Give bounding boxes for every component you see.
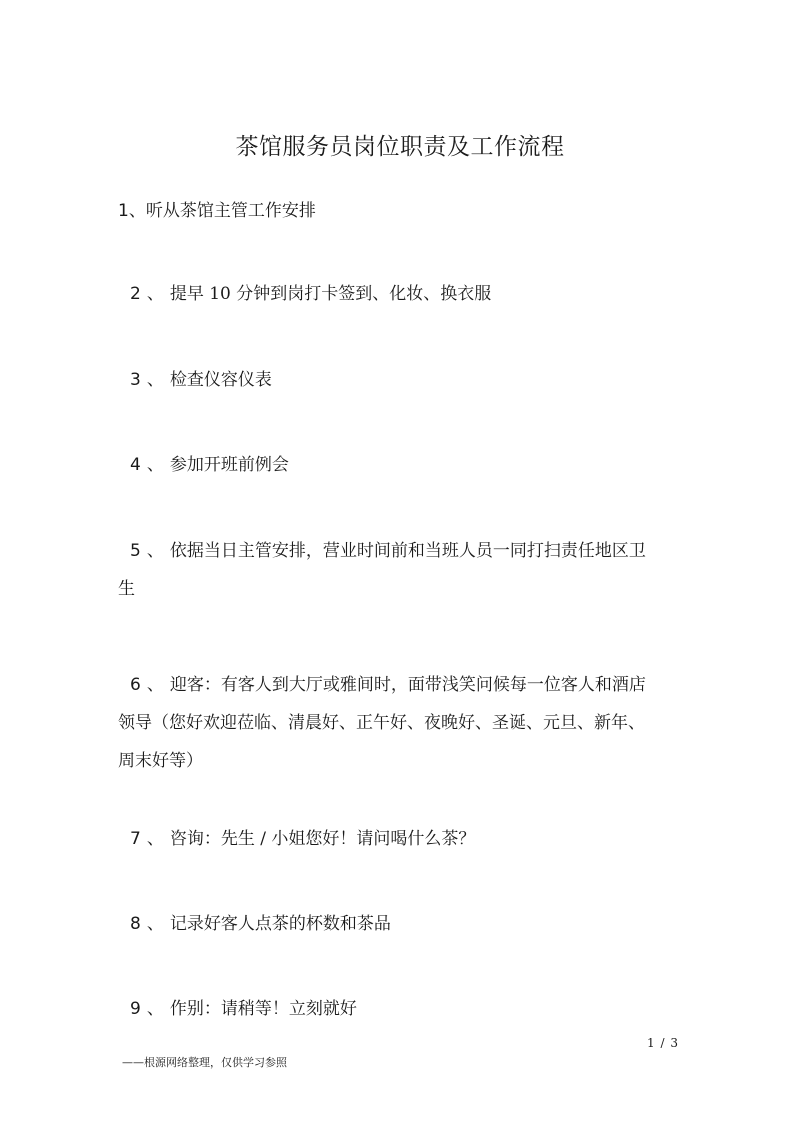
list-item	[118, 446, 658, 484]
item-text: 记录好客人点茶的杯数和茶品	[169, 914, 391, 934]
document-title: 茶馆服务员岗位职责及工作流程	[235, 134, 565, 160]
list-item	[118, 275, 658, 313]
list-item	[118, 905, 658, 943]
item-separator: 、	[146, 541, 164, 561]
item-text: 听从茶馆主管工作安排	[145, 201, 316, 221]
item-separator: 、	[146, 284, 164, 304]
item-number: 5	[130, 541, 141, 561]
item-number: 9	[130, 999, 141, 1019]
list-item	[118, 361, 658, 399]
item-text: 参加开班前例会	[169, 455, 289, 475]
item-number: 6	[130, 675, 141, 695]
item-separator: 、	[146, 999, 164, 1019]
item-text: 依据当日主管安排，营业时间前和当班人员一同打扫责任地区卫生	[118, 541, 646, 599]
item-separator: 、	[146, 370, 164, 390]
item-number: 2	[130, 284, 141, 304]
list-item	[118, 192, 658, 230]
page-number: 1 / 3	[647, 1036, 679, 1050]
list-item	[118, 532, 658, 608]
list-item	[118, 990, 658, 1028]
item-number: 1	[118, 201, 129, 221]
item-number: 4	[130, 455, 141, 475]
item-separator: 、	[128, 201, 146, 221]
list-item	[118, 820, 658, 858]
item-text: 提早 10 分钟到岗打卡签到、化妆、换衣服	[169, 284, 492, 304]
item-text: 作别：请稍等！立刻就好	[169, 999, 357, 1019]
item-number: 3	[130, 370, 141, 390]
item-text: 迎客：有客人到大厅或雅间时，面带浅笑问候每一位客人和酒店领导（您好欢迎莅临、清晨好、正午好、夜晚好、圣诞、元旦、新年、周末好等）	[118, 675, 646, 771]
item-text: 检查仪容仪表	[169, 370, 272, 390]
item-separator: 、	[146, 914, 164, 934]
item-separator: 、	[146, 829, 164, 849]
list-item	[118, 666, 658, 780]
footer-note: ——根源网络整理，仅供学习参照	[122, 1056, 287, 1069]
item-separator: 、	[146, 455, 164, 475]
item-text: 咨询：先生 / 小姐您好！请问喝什么茶？	[169, 829, 476, 849]
item-number: 8	[130, 914, 141, 934]
item-number: 7	[130, 829, 141, 849]
item-separator: 、	[146, 675, 164, 695]
